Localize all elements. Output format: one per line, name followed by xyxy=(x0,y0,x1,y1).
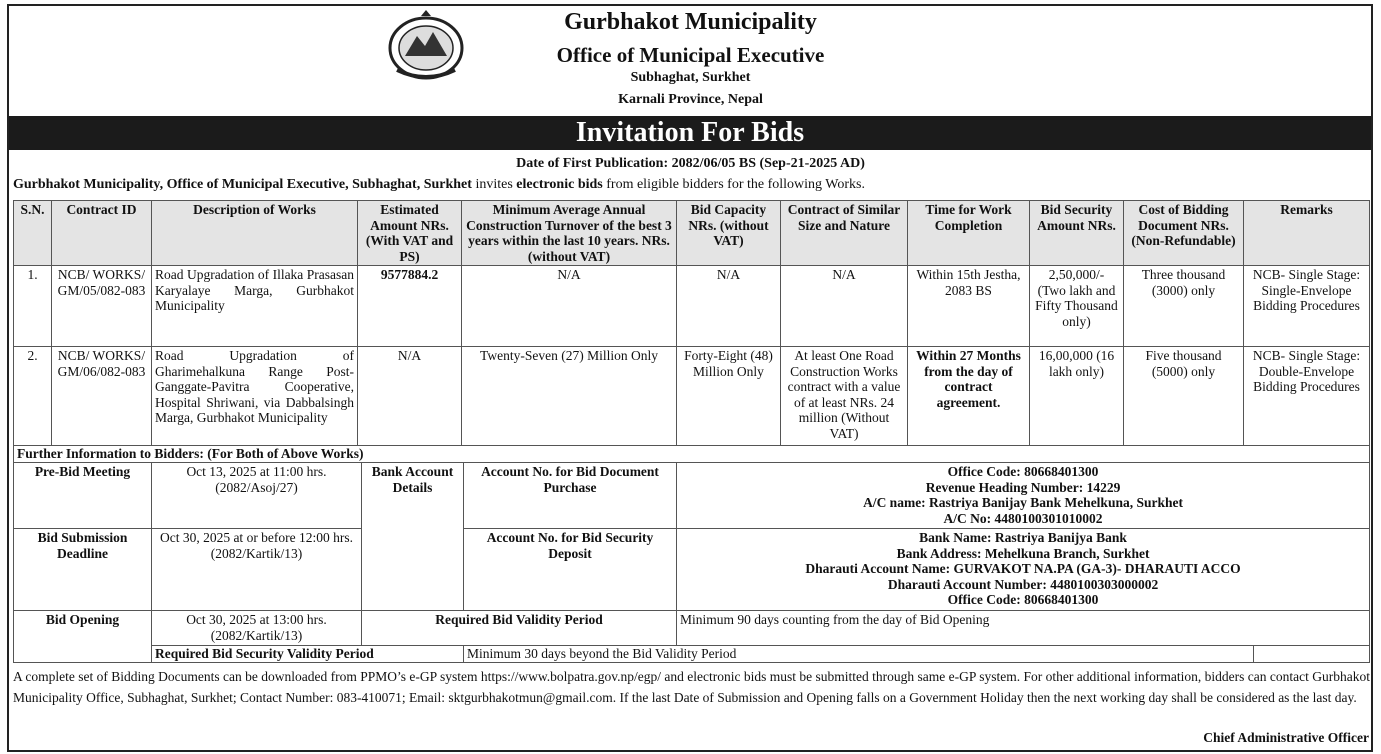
empty-cell xyxy=(1254,646,1370,663)
col-remarks: Remarks xyxy=(1244,201,1370,266)
cell: At least One Road Construction Works contract with a value of at least NRs. 24 million (Without VAT) xyxy=(781,347,908,446)
line: Office Code: 80668401300 xyxy=(947,464,1099,479)
table-row xyxy=(14,347,1370,446)
further-info-table xyxy=(13,445,1370,663)
cell: N/A xyxy=(677,266,781,347)
cell: 2,50,000/- (Two lakh and Fifty Thousand only) xyxy=(1030,266,1124,347)
cell: Road Upgradation of Gharimehalkuna Range Post-Ganggate-Pavitra Cooperative, Hospital Shriwani, via Dabbalsingh Marga, Gurbhakot Municipality xyxy=(152,347,358,446)
intro-text xyxy=(13,177,865,193)
line: A/C No: 4480100301010002 xyxy=(943,510,1103,526)
table-row xyxy=(14,266,1370,347)
opening-date: Oct 30, 2025 at 13:00 hrs. xyxy=(186,612,327,627)
doc-purchase-label: Account No. for Bid Document Purchase xyxy=(464,463,677,529)
org-name: Gurbhakot Municipality xyxy=(564,9,817,35)
col-sn: S.N. xyxy=(14,201,52,266)
security-label: Account No. for Bid Security Deposit xyxy=(464,529,677,611)
prebid-bs: (2082/Asoj/27) xyxy=(215,479,298,495)
prebid-value xyxy=(152,463,362,529)
footer-note: A complete set of Bidding Documents can be downloaded from PPMO’s e-GP system https://www.bolpatra.gov.np/egp/ and electronic bids must be submitted through same e-GP system. For other additional information, bidders can contact Gurbhakot Municipality Office, Subhaghat, Surkhet; Contact Number: 083-410071; Email: sktgurbhakotmun@gmail.com. If the last Date of Submission and Opening falls on a Government Holiday then the next working day shall be considered as the last day. xyxy=(13,669,1370,705)
cell: Three thousand (3000) only xyxy=(1124,266,1244,347)
bank-label: Bank Account Details xyxy=(362,463,464,611)
cell: Five thousand (5000) only xyxy=(1124,347,1244,446)
submission-value xyxy=(152,529,362,611)
cell: Within 27 Months from the day of contract agreement. xyxy=(908,347,1030,446)
works-header-row xyxy=(14,201,1370,266)
address-line1: Subhaghat, Surkhet xyxy=(630,70,751,85)
opening-value xyxy=(152,611,362,646)
cell: NCB/ WORKS/ GM/06/082-083 xyxy=(52,347,152,446)
address-line2: Karnali Province, Nepal xyxy=(618,92,763,107)
cell: 16,00,000 (16 lakh only) xyxy=(1030,347,1124,446)
submission-bs: (2082/Kartik/13) xyxy=(210,545,303,561)
col-bid-capacity: Bid Capacity NRs. (without VAT) xyxy=(677,201,781,266)
intro-bids: electronic bids xyxy=(516,177,603,192)
col-security: Bid Security Amount NRs. xyxy=(1030,201,1124,266)
col-cost: Cost of Bidding Document NRs. (Non-Refundable) xyxy=(1124,201,1244,266)
line: Bank Name: Rastriya Banijya Bank xyxy=(919,530,1127,545)
validity-label: Required Bid Validity Period xyxy=(362,611,677,646)
notice-title: Invitation For Bids xyxy=(9,116,1371,150)
prebid-date: Oct 13, 2025 at 11:00 hrs. xyxy=(186,464,327,479)
submission-label: Bid Submission Deadline xyxy=(14,529,152,611)
line: Dharauti Account Number: 4480100303000002 xyxy=(887,576,1159,592)
publication-date: Date of First Publication: 2082/06/05 BS (Sep-21-2025 AD) xyxy=(516,156,865,171)
line: Bank Address: Mehelkuna Branch, Surkhet xyxy=(896,545,1150,561)
sec-validity-value: Minimum 30 days beyond the Bid Validity Period xyxy=(464,646,1254,663)
cell: NCB- Single Stage: Double-Envelope Bidding Procedures xyxy=(1244,347,1370,446)
opening-bs: (2082/Kartik/13) xyxy=(210,627,303,643)
submission-date: Oct 30, 2025 at or before 12:00 hrs. xyxy=(159,530,354,545)
prebid-label: Pre-Bid Meeting xyxy=(14,463,152,529)
col-contract-id: Contract ID xyxy=(52,201,152,266)
line: Dharauti Account Name: GURVAKOT NA.PA (GA-3)- DHARAUTI ACCO xyxy=(805,561,1241,576)
cell: NCB/ WORKS/ GM/05/082-083 xyxy=(52,266,152,347)
validity-value: Minimum 90 days counting from the day of Bid Opening xyxy=(677,611,1370,646)
cell: Forty-Eight (48) Million Only xyxy=(677,347,781,446)
cell: N/A xyxy=(358,347,462,446)
office-name: Office of Municipal Executive xyxy=(556,43,825,67)
col-turnover: Minimum Average Annual Construction Turnover of the best 3 years within the last 10 years. NRs. (without VAT) xyxy=(462,201,677,266)
line: Office Code: 80668401300 xyxy=(947,592,1099,607)
intro-org: Gurbhakot Municipality, Office of Municipal Executive, Subhaghat, Surkhet xyxy=(13,177,472,192)
cell: 1. xyxy=(14,266,52,347)
col-estimated: Estimated Amount NRs. (With VAT and PS) xyxy=(358,201,462,266)
intro-t2: from eligible bidders for the following Works. xyxy=(602,177,865,192)
line: Revenue Heading Number: 14229 xyxy=(925,479,1121,495)
security-details xyxy=(677,529,1370,611)
cell: 2. xyxy=(14,347,52,446)
doc-purchase-details xyxy=(677,463,1370,529)
cell: 9577884.2 xyxy=(358,266,462,347)
works-table xyxy=(13,200,1370,446)
col-similar: Contract of Similar Size and Nature xyxy=(781,201,908,266)
cell: N/A xyxy=(462,266,677,347)
cell: NCB- Single Stage: Single-Envelope Bidding Procedures xyxy=(1244,266,1370,347)
signature: Chief Administrative Officer xyxy=(1203,730,1369,745)
line: A/C name: Rastriya Banijay Bank Mehelkuna, Surkhet xyxy=(863,495,1183,510)
cell: Road Upgradation of Illaka Prasasan Karyalaye Marga, Gurbhakot Municipality xyxy=(152,266,358,347)
cell: N/A xyxy=(781,266,908,347)
further-info-title: Further Information to Bidders: (For Both of Above Works) xyxy=(14,446,1370,463)
sec-validity-label: Required Bid Security Validity Period xyxy=(152,646,464,663)
cell: Twenty-Seven (27) Million Only xyxy=(462,347,677,446)
col-time: Time for Work Completion xyxy=(908,201,1030,266)
cell: Within 15th Jestha, 2083 BS xyxy=(908,266,1030,347)
col-description: Description of Works xyxy=(152,201,358,266)
opening-label: Bid Opening xyxy=(14,611,152,663)
intro-t1: invites xyxy=(471,177,517,192)
